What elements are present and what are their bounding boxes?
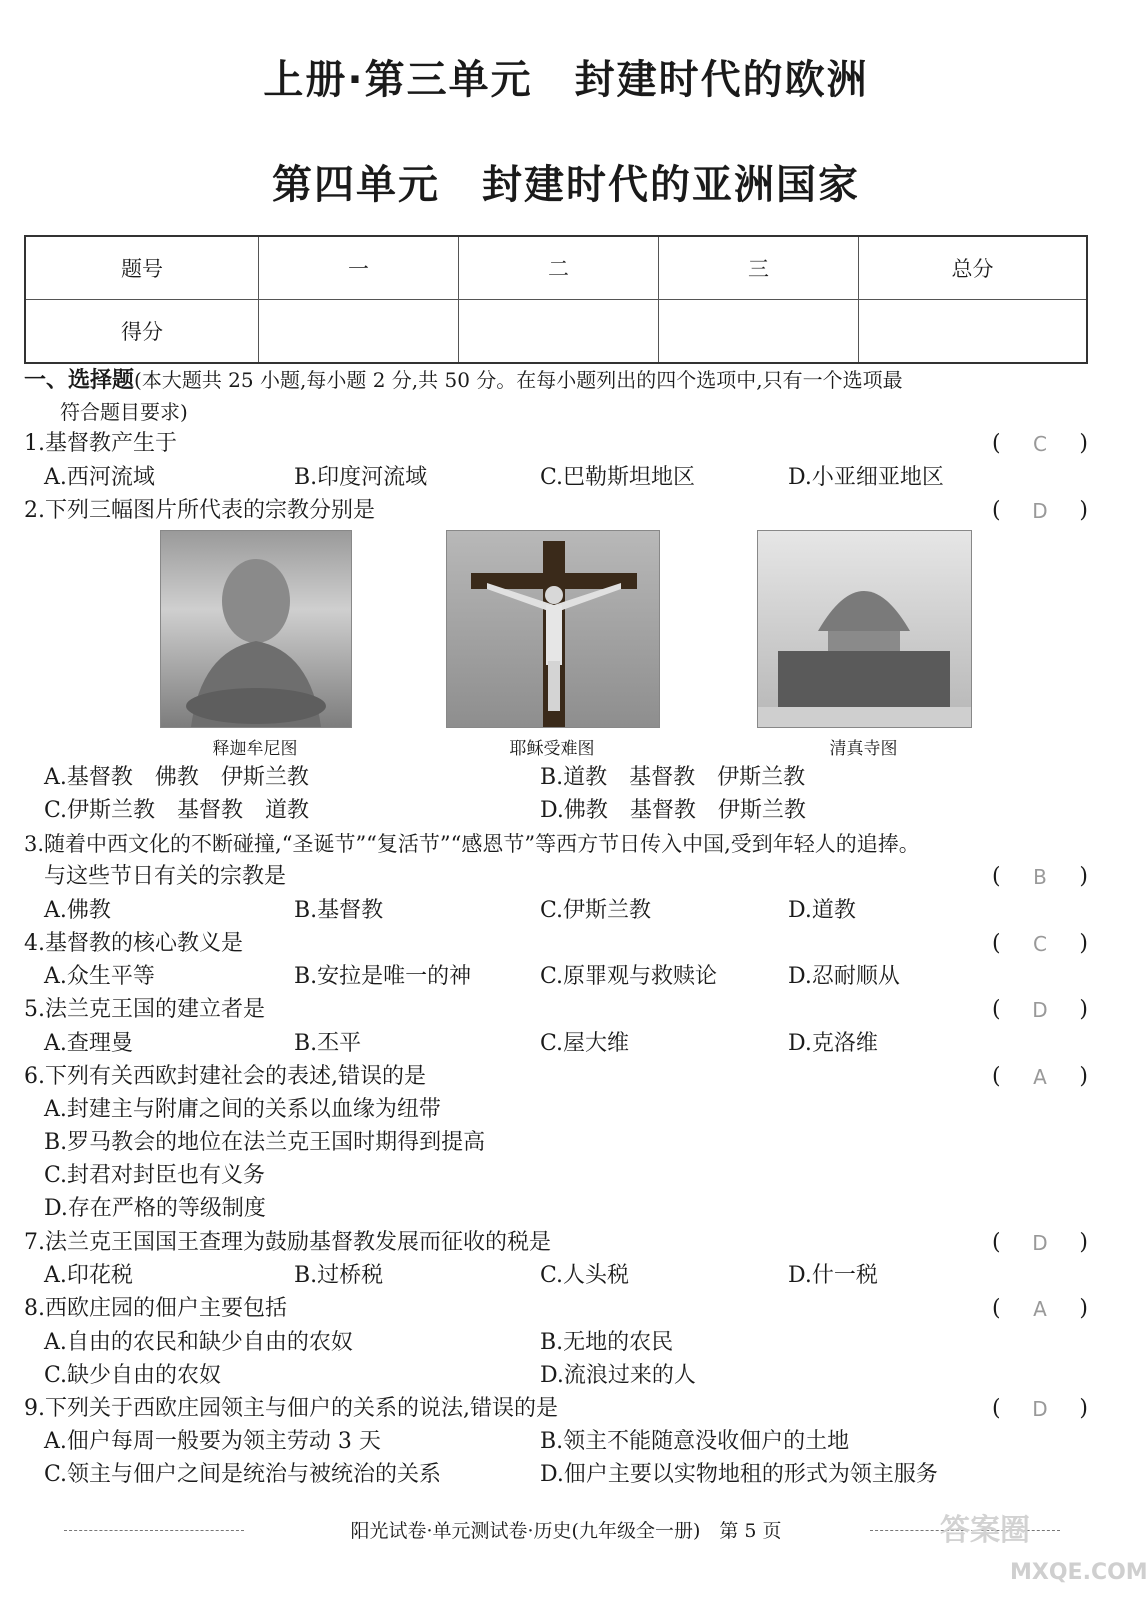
q7-option-c[interactable]: C.人头税 <box>540 1263 630 1288</box>
score-input-1[interactable] <box>259 300 459 364</box>
q3-option-b[interactable]: B.基督教 <box>294 898 384 923</box>
question-6-stem: 6.下列有关西欧封建社会的表述,错误的是 <box>24 1064 426 1089</box>
q3-option-c[interactable]: C.伊斯兰教 <box>540 898 652 923</box>
q6-option-d[interactable]: D.存在严格的等级制度 <box>44 1196 266 1221</box>
section-note-line1: 一、选择题(本大题共 25 小题,每小题 2 分,共 50 分。在每小题列出的四个选项中,只有一个选项最 <box>24 367 903 393</box>
q9-option-d[interactable]: D.佃户主要以实物地租的形式为领主服务 <box>540 1462 938 1487</box>
q5-option-a[interactable]: A.查理曼 <box>44 1031 133 1056</box>
question-8-answer: ( A ) <box>992 1296 1088 1321</box>
score-cell-1: 一 <box>259 236 459 300</box>
score-table-header-row <box>25 236 1087 300</box>
q5-option-c[interactable]: C.屋大维 <box>540 1031 630 1056</box>
q1-option-b[interactable]: B.印度河流域 <box>294 465 428 490</box>
question-8-stem: 8.西欧庄园的佃户主要包括 <box>24 1296 287 1321</box>
question-4-stem: 4.基督教的核心教义是 <box>24 931 243 956</box>
q5-option-b[interactable]: B.丕平 <box>294 1031 362 1056</box>
caption-mosque: 清真寺图 <box>829 739 898 759</box>
buddha-image <box>160 530 352 728</box>
q2-option-c[interactable]: C.伊斯兰教 基督教 道教 <box>44 798 310 823</box>
q6-option-c[interactable]: C.封君对封臣也有义务 <box>44 1163 266 1188</box>
mosque-image <box>757 530 972 728</box>
score-row-label: 得分 <box>25 300 259 364</box>
q3-option-d[interactable]: D.道教 <box>788 898 856 923</box>
question-5-stem: 5.法兰克王国的建立者是 <box>24 997 265 1022</box>
question-6-answer: ( A ) <box>992 1064 1088 1089</box>
q8-option-d[interactable]: D.流浪过来的人 <box>540 1363 696 1388</box>
q1-option-c[interactable]: C.巴勒斯坦地区 <box>540 465 696 490</box>
question-3-stem-cont: 与这些节日有关的宗教是 <box>44 864 287 889</box>
section-heading: 一、选择题 <box>24 367 135 393</box>
score-input-2[interactable] <box>459 300 659 364</box>
watermark-url: MXQE.COM <box>1010 1560 1148 1585</box>
q2-option-b[interactable]: B.道教 基督教 伊斯兰教 <box>540 765 806 790</box>
question-2-stem: 2.下列三幅图片所代表的宗教分别是 <box>24 498 375 523</box>
caption-crucifixion: 耶稣受难图 <box>509 739 595 759</box>
q7-option-a[interactable]: A.印花税 <box>44 1263 133 1288</box>
question-2-answer: ( D ) <box>992 498 1088 523</box>
crucifixion-image <box>446 530 660 728</box>
q6-option-a[interactable]: A.封建主与附庸之间的关系以血缘为纽带 <box>44 1097 441 1122</box>
q7-option-d[interactable]: D.什一税 <box>788 1263 878 1288</box>
question-3-stem: 3.随着中西文化的不断碰撞,“圣诞节”“复活节”“感恩节”等西方节日传入中国,受到年轻人的追捧。 <box>24 832 920 856</box>
q9-option-b[interactable]: B.领主不能随意没收佃户的土地 <box>540 1429 850 1454</box>
q4-option-c[interactable]: C.原罪观与救赎论 <box>540 964 718 989</box>
q3-option-a[interactable]: A.佛教 <box>44 898 111 923</box>
question-1-stem: 1.基督教产生于 <box>24 431 177 456</box>
score-cell-total: 总分 <box>859 236 1088 300</box>
q7-option-b[interactable]: B.过桥税 <box>294 1263 384 1288</box>
score-table <box>24 235 1088 364</box>
q2-option-a[interactable]: A.基督教 佛教 伊斯兰教 <box>44 765 309 790</box>
q9-option-a[interactable]: A.佃户每周一般要为领主劳动 3 天 <box>44 1429 381 1454</box>
question-9-stem: 9.下列关于西欧庄园领主与佃户的关系的说法,错误的是 <box>24 1396 558 1421</box>
question-7-stem: 7.法兰克王国国王查理为鼓励基督教发展而征收的税是 <box>24 1230 551 1255</box>
q9-option-c[interactable]: C.领主与佃户之间是统治与被统治的关系 <box>44 1462 442 1487</box>
score-table-score-row <box>25 300 1087 364</box>
q8-option-a[interactable]: A.自由的农民和缺少自由的农奴 <box>44 1330 353 1355</box>
q5-option-d[interactable]: D.克洛维 <box>788 1031 878 1056</box>
q8-option-c[interactable]: C.缺少自由的农奴 <box>44 1363 222 1388</box>
caption-buddha: 释迦牟尼图 <box>212 739 298 759</box>
page-footer: 阳光试卷·单元测试卷·历史(九年级全一册) 第 5 页 <box>350 1520 782 1542</box>
score-cell-label: 题号 <box>25 236 259 300</box>
q2-option-d[interactable]: D.佛教 基督教 伊斯兰教 <box>540 798 806 823</box>
question-5-answer: ( D ) <box>992 997 1088 1022</box>
q4-option-d[interactable]: D.忍耐顺从 <box>788 964 900 989</box>
q4-option-a[interactable]: A.众生平等 <box>44 964 155 989</box>
question-7-answer: ( D ) <box>992 1230 1088 1255</box>
question-1-answer: ( C ) <box>992 431 1088 456</box>
page-title-unit4: 第四单元 封建时代的亚洲国家 <box>272 162 860 208</box>
q1-option-a[interactable]: A.西河流域 <box>44 465 155 490</box>
page-title-unit3: 上册·第三单元 封建时代的欧洲 <box>263 57 869 103</box>
score-cell-2: 二 <box>459 236 659 300</box>
question-9-answer: ( D ) <box>992 1396 1088 1421</box>
score-input-3[interactable] <box>659 300 859 364</box>
q1-option-d[interactable]: D.小亚细亚地区 <box>788 465 944 490</box>
question-3-answer: ( B ) <box>992 864 1088 889</box>
section-note-line2: 符合题目要求) <box>60 400 188 424</box>
q6-option-b[interactable]: B.罗马教会的地位在法兰克王国时期得到提高 <box>44 1130 486 1155</box>
score-cell-3: 三 <box>659 236 859 300</box>
q8-option-b[interactable]: B.无地的农民 <box>540 1330 674 1355</box>
q4-option-b[interactable]: B.安拉是唯一的神 <box>294 964 472 989</box>
score-input-total[interactable] <box>859 300 1088 364</box>
question-4-answer: ( C ) <box>992 931 1088 956</box>
watermark-logo: 答案圈 <box>940 1513 1030 1548</box>
